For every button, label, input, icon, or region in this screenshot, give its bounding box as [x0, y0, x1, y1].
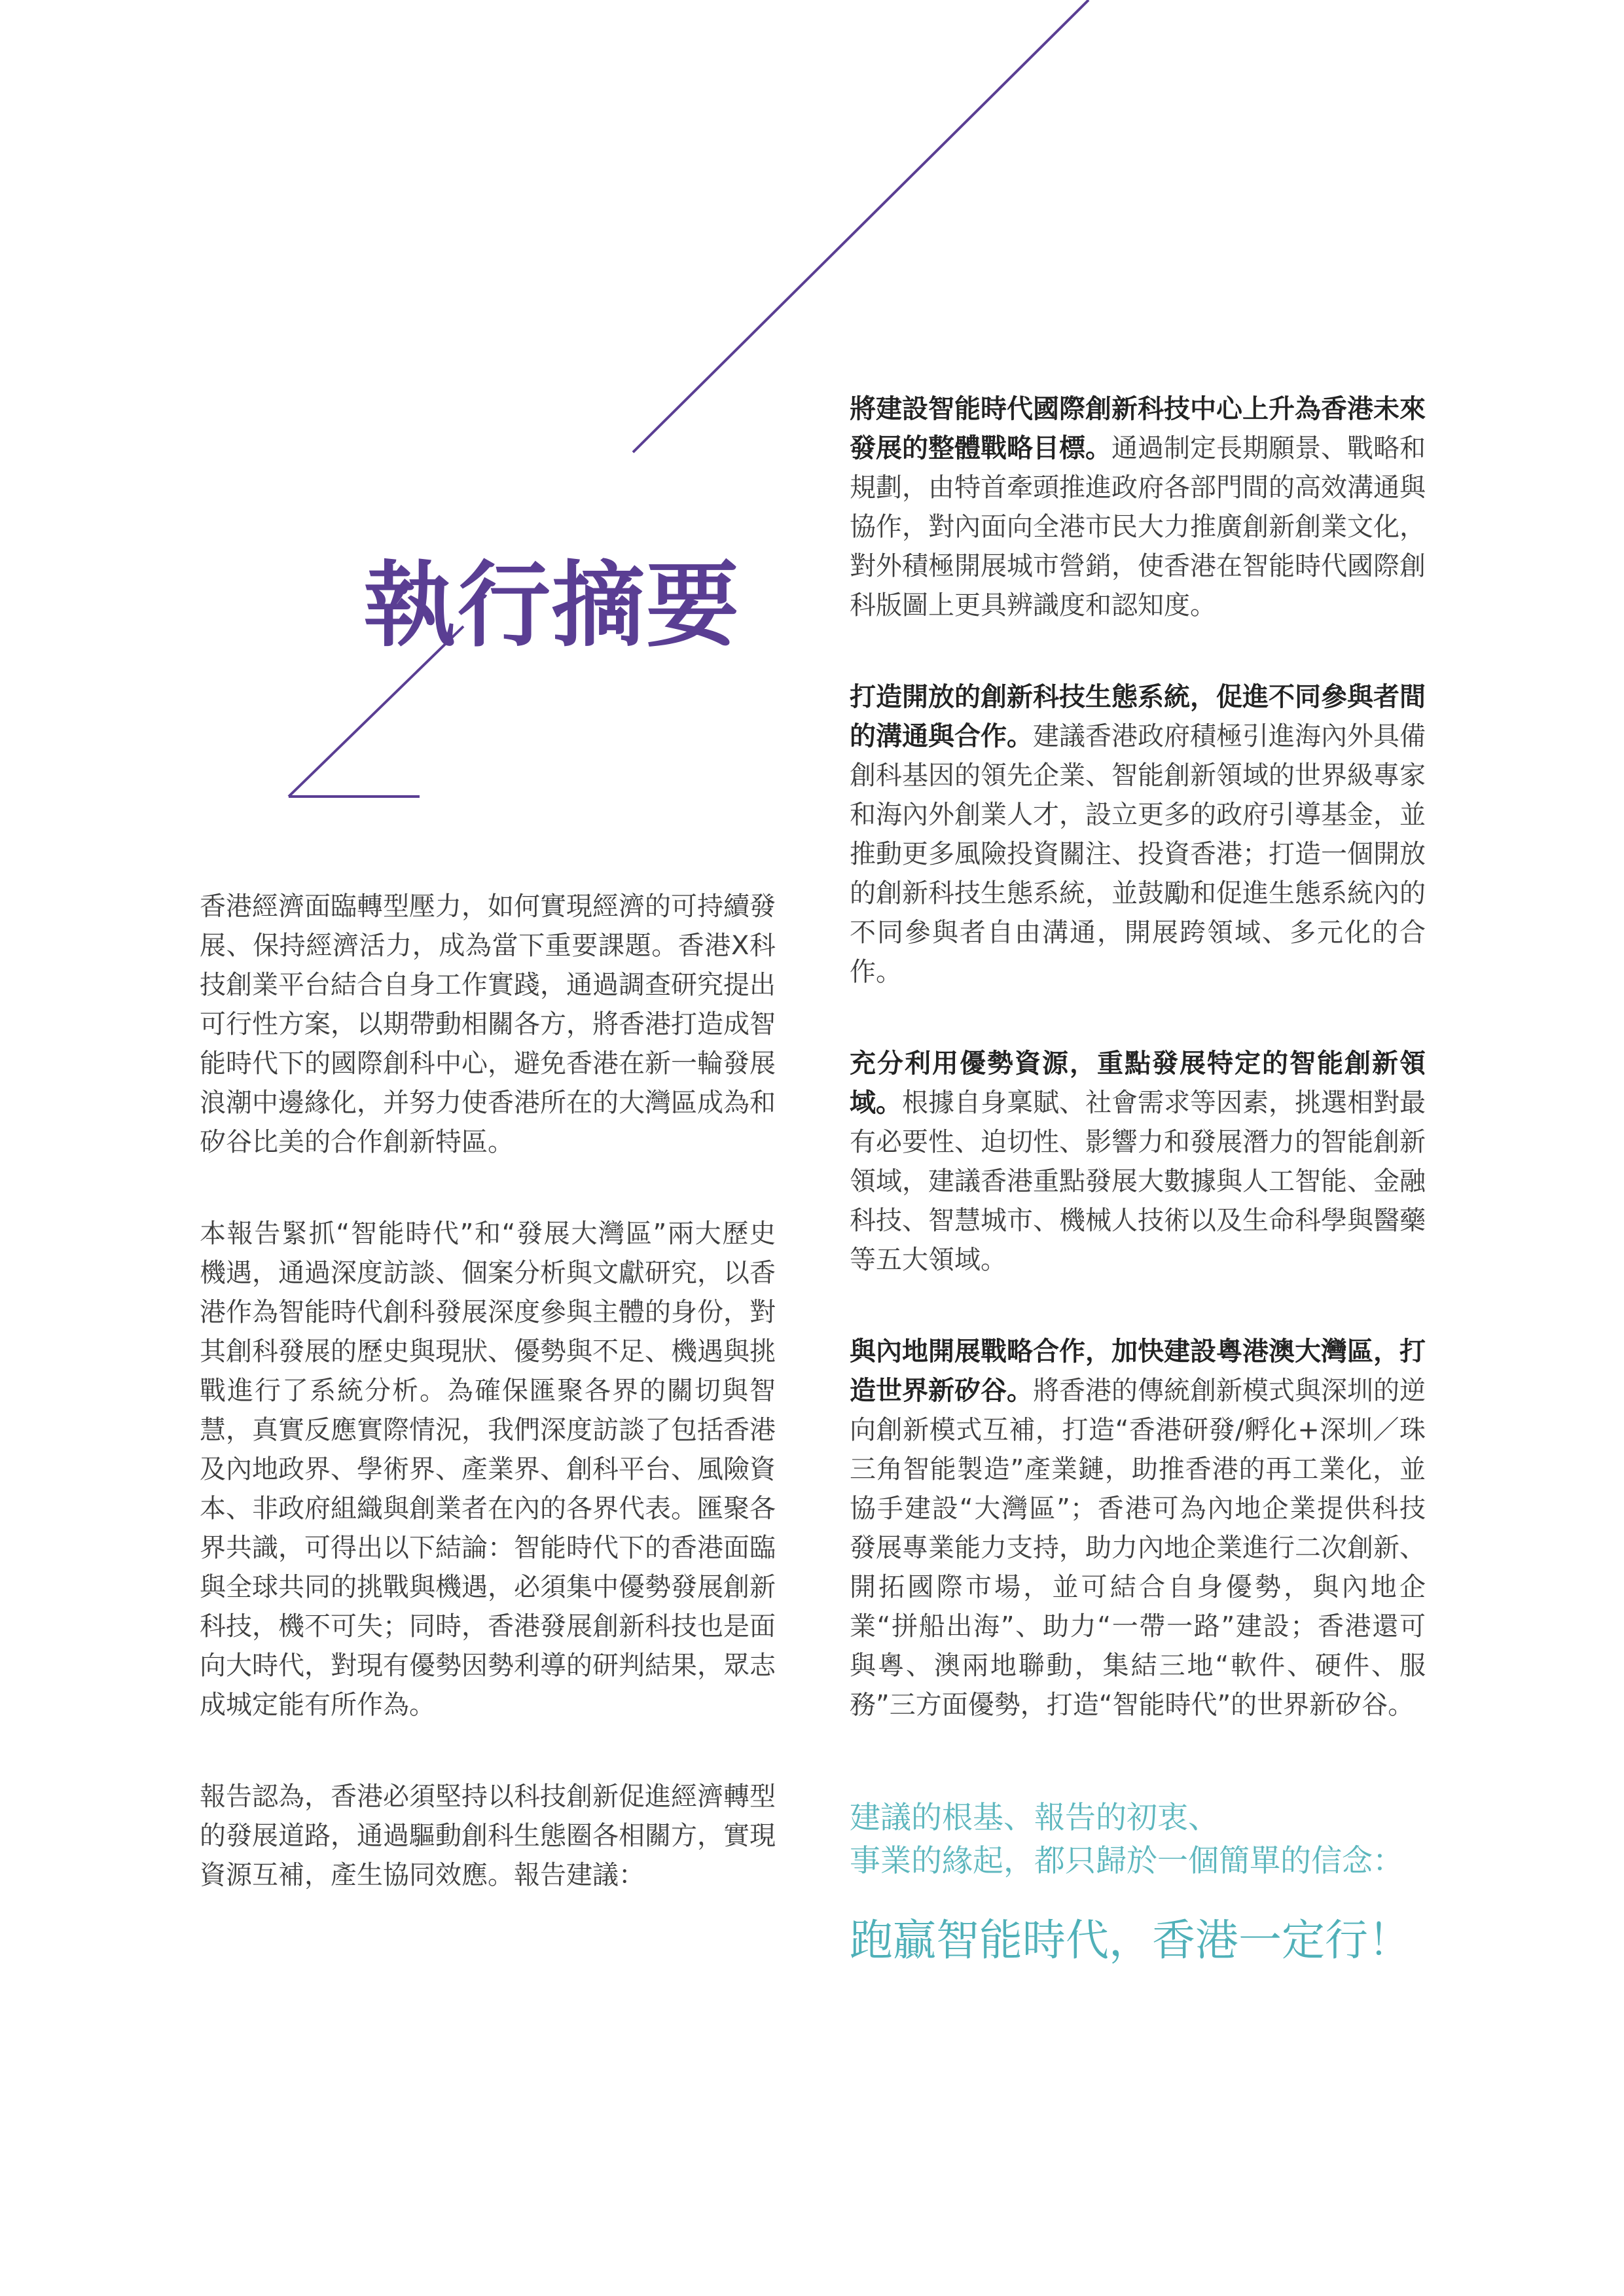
- recommendation-paragraph: [850, 389, 1426, 625]
- paragraph: 香港經濟面臨轉型壓力，如何實現經濟的可持續發展、保持經濟活力，成為當下重要課題。香港X科技創業平台結合自身工作實踐，通過調查研究提出可行性方案，以期帶動相關各方，將香港打造成智能時代下的國際創科中心，避免香港在新一輪發展浪潮中邊緣化，并努力使香港所在的大灣區成為和矽谷比美的合作創新特區。: [200, 891, 776, 1157]
- closing-line-2: 事業的緣起，都只歸於一個簡單的信念：: [850, 1843, 1403, 1879]
- recommendation-body: 建議香港政府積極引進海內外具備創科基因的領先企業、智能創新領域的世界級專家和海內外創業人才，設立更多的政府引導基金，並推動更多風險投資關注、投資香港；打造一個開放的創新科技生態系統，並鼓勵和促進生態系統內的不同參與者自由溝通，開展跨領域、多元化的合作。: [850, 721, 1426, 987]
- right-column: [850, 389, 1426, 1777]
- recommendation-paragraph: [850, 1332, 1426, 1725]
- recommendation-paragraph: [850, 1044, 1426, 1280]
- closing-statement: [850, 1797, 1439, 1967]
- paragraph: 本報告緊抓“智能時代”和“發展大灣區”兩大歷史機遇，通過深度訪談、個案分析與文獻研究，以香港作為智能時代創科發展深度參與主體的身份，對其創科發展的歷史與現狀、優勢與不足、機遇與挑戰進行了系統分析。為確保匯聚各界的關切與智慧，真實反應實際情況，我們深度訪談了包括香港及內地政界、學術界、產業界、創科平台、風險資本、非政府組織與創業者在內的各界代表。匯聚各界共識，可得出以下結論：智能時代下的香港面臨與全球共同的挑戰與機遇，必須集中優勢發展創新科技，機不可失；同時，香港發展創新科技也是面向大時代，對現有優勢因勢利導的研判結果，眾志成城定能有所作為。: [200, 1219, 776, 1720]
- slogan: 跑贏智能時代，香港一定行！: [850, 1915, 1411, 1965]
- recommendation-heading: 打造開放的創新科技生態系統，促進不同參與者間的溝通與合作。: [850, 682, 1426, 751]
- closing-line-1: 建議的根基、報告的初衷、: [850, 1800, 1219, 1836]
- paragraph: 報告認為，香港必須堅持以科技創新促進經濟轉型的發展道路，通過驅動創科生態圈各相關方，實現資源互補，產生協同效應。報告建議：: [200, 1782, 776, 1890]
- recommendation-heading: 充分利用優勢資源，重點發展特定的智能創新領域。: [850, 1049, 1426, 1118]
- recommendation-paragraph: [850, 677, 1426, 992]
- recommendation-heading: 與內地開展戰略合作，加快建設粵港澳大灣區，打造世界新矽谷。: [850, 1336, 1426, 1406]
- page-title: 執行摘要: [363, 552, 740, 660]
- recommendation-body: 通過制定長期願景、戰略和規劃，由特首牽頭推進政府各部門間的高效溝通與協作，對內面向全港市民大力推廣創新創業文化，對外積極開展城市營銷，使香港在智能時代國際創科版圖上更具辨識度和認知度。: [850, 433, 1426, 620]
- recommendation-body: 將香港的傳統創新模式與深圳的逆向創新模式互補，打造“香港研發/孵化+深圳／珠三角智能製造”產業鏈，助推香港的再工業化，並協手建設“大灣區”；香港可為內地企業提供科技發展專業能力支持，助力內地企業進行二次創新、開拓國際市場，並可結合自身優勢，與內地企業“拼船出海”、助力“一帶一路”建設；香港還可與粵、澳兩地聯動，集結三地“軟件、硬件、服務”三方面優勢，打造“智能時代”的世界新矽谷。: [850, 1376, 1426, 1720]
- recommendation-heading: 將建設智能時代國際創新科技中心上升為香港未來發展的整體戰略目標。: [850, 394, 1426, 463]
- recommendation-body: 根據自身稟賦、社會需求等因素，挑選相對最有必要性、迫切性、影響力和發展潛力的智能創新領域，建議香港重點發展大數據與人工智能、金融科技、智慧城市、機械人技術以及生命科學與醫藥等五大領域。: [850, 1088, 1426, 1275]
- left-column: [200, 887, 776, 1947]
- diagonal-line-upper: [633, 0, 1089, 452]
